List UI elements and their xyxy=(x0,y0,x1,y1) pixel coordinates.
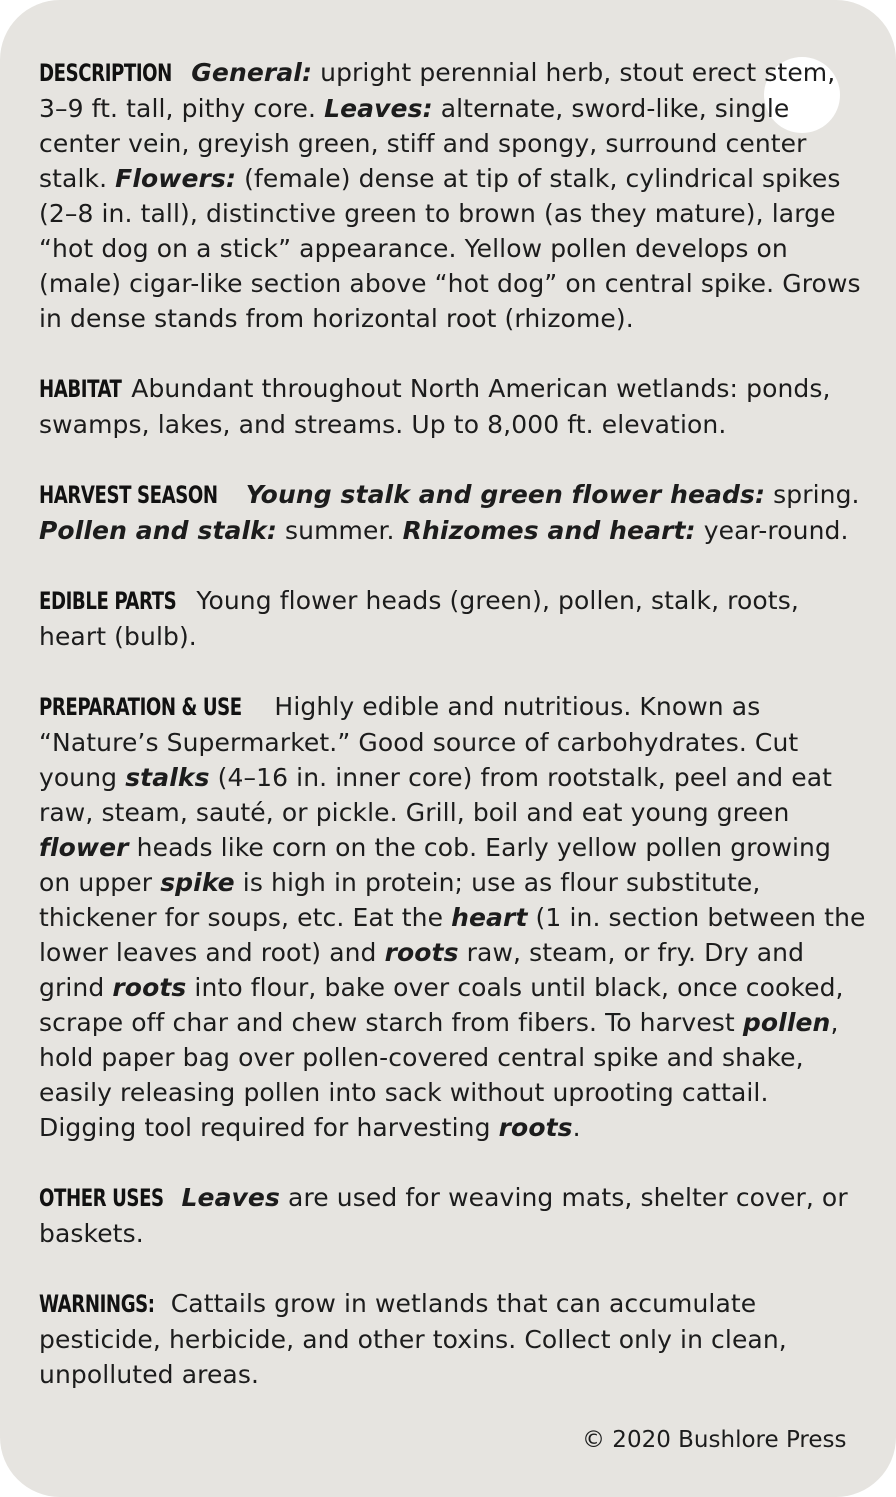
harvest-label-3: Rhizomes and heart: xyxy=(402,516,696,545)
prep-bold-roots-1: roots xyxy=(384,938,459,967)
warnings-section xyxy=(39,1286,869,1392)
preparation-heading: PREPARATION & USE xyxy=(39,693,242,721)
other-uses-section xyxy=(39,1180,869,1251)
prep-bold-spike: spike xyxy=(160,868,235,897)
edible-parts-text: Young flower heads (green), pollen, stalk, roots, heart (bulb). xyxy=(39,586,799,651)
harvest-text-2: summer. xyxy=(276,516,403,545)
harvest-season-section xyxy=(39,477,869,548)
harvest-text-3: year-round. xyxy=(695,516,849,545)
warnings-text: Cattails grow in wetlands that can accumulate pesticide, herbicide, and other toxins. Collect only in clean, unpolluted areas. xyxy=(39,1289,787,1389)
habitat-heading: HABITAT xyxy=(39,375,122,403)
general-label: General: xyxy=(191,58,313,87)
prep-text-8: , hold paper bag over pollen-covered central spike and shake, easily releasing pollen into sack without uprooting cattail. Digging tool required for harvesting xyxy=(39,1008,839,1142)
edible-parts-section xyxy=(39,583,869,654)
harvest-text-1: spring. xyxy=(765,480,860,509)
preparation-section xyxy=(39,689,869,1145)
other-uses-heading: OTHER USES xyxy=(39,1184,164,1212)
prep-bold-stalks: stalks xyxy=(125,763,210,792)
other-uses-text: are used for weaving mats, shelter cover, or baskets. xyxy=(39,1183,848,1248)
habitat-text: Abundant throughout North American wetlands: ponds, swamps, lakes, and streams. Up to 8,000 ft. elevation. xyxy=(39,374,831,439)
prep-bold-flower: flower xyxy=(39,833,129,862)
general-text: upright perennial herb, stout erect stem, 3–9 ft. tall, pithy core. xyxy=(39,58,836,123)
harvest-label-1: Young stalk and green flower heads: xyxy=(245,480,766,509)
warnings-heading: WARNINGS: xyxy=(39,1290,155,1318)
edible-parts-heading: EDIBLE PARTS xyxy=(39,587,177,615)
habitat-section xyxy=(39,371,869,442)
prep-text-2: (4–16 in. inner core) from rootstalk, peel and eat raw, steam, sauté, or pickle. Grill, boil and eat young green xyxy=(39,763,833,827)
card-content xyxy=(39,55,869,1427)
description-section xyxy=(39,55,869,336)
prep-text-1: Highly edible and nutritious. Known as “Nature’s Supermarket.” Good source of carbohydrates. Cut young xyxy=(39,692,799,792)
prep-text-6: raw, steam, or fry. Dry and grind xyxy=(39,938,805,1002)
description-heading: DESCRIPTION xyxy=(39,59,172,87)
prep-text-7: into flour, bake over coals until black, once cooked, scrape off char and chew starch from fibers. To harvest xyxy=(39,973,844,1037)
other-uses-label: Leaves xyxy=(181,1183,280,1212)
prep-text-3: heads like corn on the cob. Early yellow pollen growing on upper xyxy=(39,833,831,897)
prep-bold-roots-3: roots xyxy=(498,1113,573,1142)
prep-bold-heart: heart xyxy=(451,903,528,932)
prep-text-5: (1 in. section between the lower leaves and root) and xyxy=(39,903,866,967)
harvest-season-heading: HARVEST SEASON xyxy=(39,481,218,509)
leaves-label: Leaves: xyxy=(324,94,433,123)
harvest-label-2: Pollen and stalk: xyxy=(39,516,277,545)
prep-bold-pollen: pollen xyxy=(742,1008,831,1037)
flowers-text: (female) dense at tip of stalk, cylindrical spikes (2–8 in. tall), distinctive green to brown (as they mature), large “hot dog on a stick” appearance. Yellow pollen develops on (male) cigar-like section above “hot dog” on central spike. Grows in dense stands from horizontal root (rhizome). xyxy=(39,164,861,333)
leaves-text: alternate, sword-like, single center vein, greyish green, stiff and spongy, surround center stalk. xyxy=(39,94,807,193)
flowers-label: Flowers: xyxy=(115,164,237,193)
copyright-footer: © 2020 Bushlore Press xyxy=(582,1427,847,1453)
prep-bold-roots-2: roots xyxy=(112,973,187,1002)
prep-text-4: is high in protein; use as flour substitute, thickener for soups, etc. Eat the xyxy=(39,868,761,932)
prep-text-9: . xyxy=(572,1113,581,1142)
